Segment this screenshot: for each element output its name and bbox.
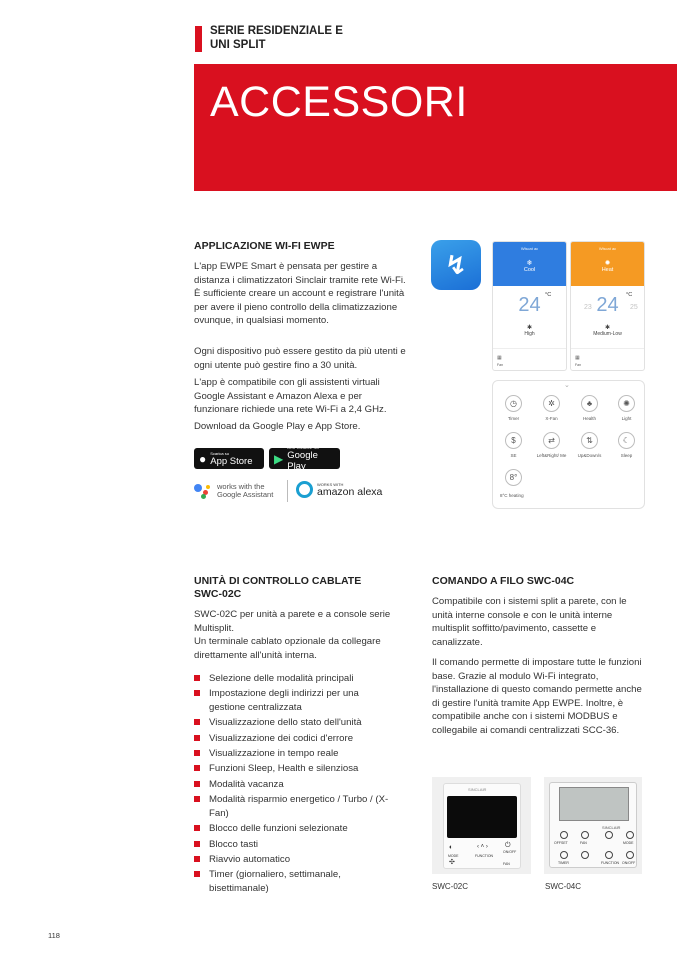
- google-play-small: DISPONIBILE SU: [287, 445, 320, 450]
- series-line-2: UNI SPLIT: [210, 39, 266, 51]
- swc04c-image: [544, 777, 642, 874]
- mode-key-label: MODE: [448, 854, 459, 858]
- ewpe-app-icon: ↯: [431, 240, 481, 290]
- divider: [493, 348, 566, 349]
- app-store-small: Scarica su: [210, 450, 229, 456]
- swc02c-device: [443, 783, 521, 869]
- nav-pad-icon[interactable]: ‹ ˄ ›: [477, 844, 488, 850]
- swc02c-heading-line-1: UNITÀ DI CONTROLLO CABLATE: [194, 575, 362, 587]
- fan-key-icon[interactable]: ✣: [449, 859, 455, 866]
- title-banner: [194, 64, 677, 191]
- heat-mode-header: [571, 242, 644, 286]
- list-item: Visualizzazione dello stato dell'unità: [194, 716, 394, 730]
- swc04c-device: [549, 782, 637, 868]
- power-icon[interactable]: ⏻: [505, 842, 511, 849]
- list-item: Modalità vacanza: [194, 778, 394, 792]
- mode-key[interactable]: [626, 831, 634, 839]
- function-key-label: FUNCTION: [475, 854, 494, 858]
- left-right-swing-button[interactable]: [533, 432, 570, 458]
- swc02c-lcd: [447, 796, 517, 838]
- phone-screen-heat: [570, 241, 645, 371]
- swing-horizontal-icon: ⇄: [543, 432, 560, 449]
- series-accent-bar: [195, 26, 202, 52]
- control-label: Sleep: [620, 453, 633, 458]
- swc02c-caption: SWC-02C: [432, 882, 469, 891]
- sleep-button[interactable]: [608, 432, 645, 458]
- list-item: Modalità risparmio energetico / Turbo / (X-Fan): [194, 793, 394, 820]
- power-key[interactable]: [626, 851, 634, 859]
- app-paragraph-4: Download da Google Play e App Store.: [194, 421, 361, 432]
- ga-line-2: Google Assistant: [217, 490, 274, 499]
- swc02c-image: [432, 777, 531, 874]
- function-key[interactable]: [605, 851, 613, 859]
- mode-icon[interactable]: ◐: [449, 844, 454, 851]
- swc04c-paragraph-1: Compatibile con i sistemi split a parete, con le unità interne console e con le unità interne multisplit soffitto/pavimento, cassette e canalizzate.: [432, 596, 627, 648]
- list-item: Funzioni Sleep, Health e silenziosa: [194, 762, 394, 776]
- grid-icon[interactable]: ▦: [575, 355, 580, 361]
- list-item: Selezione delle modalità principali: [194, 672, 394, 686]
- divider: [571, 348, 644, 349]
- temperature-down[interactable]: 23: [584, 304, 592, 311]
- light-button[interactable]: [608, 395, 645, 421]
- device-brand: SINCLAIR: [468, 787, 487, 792]
- swc02c-feature-list: [194, 672, 394, 897]
- page-number: 118: [48, 931, 60, 940]
- control-label: Left&Right/ Me: [536, 453, 567, 458]
- phone-status: Wlscat ac: [520, 246, 539, 251]
- phone-screen-cool: [492, 241, 567, 371]
- control-label: Timer: [507, 416, 520, 421]
- google-assistant-icon: [194, 483, 212, 499]
- logo-divider: [287, 480, 288, 502]
- swc02c-paragraph: SWC-02C per unità a parete e a console serie Multisplit.: [194, 609, 391, 634]
- swc04c-caption: SWC-04C: [545, 882, 582, 891]
- control-label: SE: [510, 453, 517, 458]
- timer-key-label: TIMER: [558, 861, 569, 865]
- light-icon: ✺: [618, 395, 635, 412]
- app-section-heading: APPLICAZIONE WI-FI EWPE: [194, 240, 335, 252]
- app-function-panel: [492, 380, 645, 509]
- function-key-label: FUNCTION: [601, 861, 620, 865]
- list-item: Timer (giornaliero, settimanale, bisettimanale): [194, 868, 394, 895]
- fan-key-label: FAN: [503, 862, 510, 866]
- temperature-value: 24: [518, 294, 541, 316]
- alexa-icon: [296, 481, 313, 498]
- swc02c-heading: [194, 575, 404, 601]
- alexa-big: amazon alexa: [317, 485, 383, 498]
- list-item: Blocco delle funzioni selezionate: [194, 822, 394, 836]
- offset-key-label: OFFSET: [554, 841, 568, 845]
- swc04c-lcd: [559, 787, 629, 821]
- se-button[interactable]: [495, 432, 532, 458]
- xfan-icon: ✲: [543, 395, 560, 412]
- fan-speed: High: [524, 331, 535, 337]
- swc02c-heading-line-2: SWC-02C: [194, 588, 242, 600]
- se-icon: $: [505, 432, 522, 449]
- onoff-key-label: ON/OFF: [503, 850, 517, 854]
- temperature-display: [571, 294, 644, 320]
- chevron-down-icon[interactable]: ⌄: [564, 382, 570, 389]
- list-item: Visualizzazione dei codici d'errore: [194, 732, 394, 746]
- series-line-1: SERIE RESIDENZIALE E: [210, 25, 343, 37]
- heating-8c-label: 8°C heating: [500, 493, 524, 498]
- control-label: X-Fan: [545, 416, 558, 421]
- swc02c-paragraph-2: Un terminale cablato opzionale da collegare direttamente all'unità interna.: [194, 636, 381, 661]
- swc04c-heading: COMANDO A FILO SWC-04C: [432, 575, 575, 587]
- control-label: Health: [582, 416, 596, 421]
- control-label: Light: [621, 416, 632, 421]
- up-down-swing-button[interactable]: [571, 432, 608, 458]
- sun-icon: ✹: [604, 260, 611, 267]
- app-paragraph-3: L'app è compatibile con gli assistenti virtuali Google Assistant e Amazon Alexa e per funzionare richiede una rete Wi-Fi a 2,4 GHz.: [194, 377, 387, 415]
- alexa-logo: [296, 481, 382, 498]
- fan-icon: ✱: [526, 325, 533, 331]
- series-label: [210, 24, 410, 52]
- up-key[interactable]: [605, 831, 613, 839]
- page-title: ACCESSORI: [210, 78, 468, 126]
- alexa-small: WORKS WITH: [317, 481, 344, 487]
- list-item: Blocco tasti: [194, 838, 394, 852]
- temperature-up[interactable]: 25: [630, 304, 638, 311]
- offset-key[interactable]: [560, 831, 568, 839]
- fan-speed: Medium-Low: [593, 331, 622, 337]
- temperature-unit: °C: [626, 292, 633, 298]
- list-item: Impostazione degli indirizzi per una gestione centralizzata: [194, 687, 394, 714]
- temperature-unit: °C: [545, 292, 552, 298]
- google-play-badge[interactable]: [269, 445, 340, 472]
- health-button[interactable]: [571, 395, 608, 421]
- control-label: Up&Down/s: [577, 453, 602, 458]
- sleep-icon: ☾: [618, 432, 635, 449]
- health-icon: ♣: [581, 395, 598, 412]
- google-play-big: Google Play: [287, 450, 318, 472]
- temperature-display: [493, 294, 566, 320]
- fan-tool-label: Fan: [575, 363, 582, 367]
- fan-key-label: FAN: [580, 841, 587, 845]
- heating-8c-button[interactable]: [495, 469, 532, 486]
- down-key[interactable]: [581, 851, 589, 859]
- phone-status: Wlscat ac: [598, 246, 617, 251]
- grid-icon[interactable]: ▦: [497, 355, 502, 361]
- app-store-big: App Store: [210, 455, 253, 467]
- mode-key-label: MODE: [623, 841, 634, 845]
- snowflake-icon: ❄: [526, 260, 533, 267]
- timer-key[interactable]: [560, 851, 568, 859]
- ga-line-1: works with the: [217, 482, 265, 491]
- fan-icon: ✱: [604, 325, 611, 331]
- list-item: Riavvio automatico: [194, 853, 394, 867]
- device-brand: SINCLAIR: [602, 825, 621, 830]
- temperature-value: 24: [596, 294, 619, 316]
- swc04c-paragraph-2: Il comando permette di impostare tutte le funzioni base. Grazie al modulo Wi-Fi integrato, l'installazione di questo comando permette anche di gestire l'unità tramite App EWPE. Inoltre, è compatibile anche con i sistemi MODBUS e collegabile ai comandi centralizzati SCC-36.: [432, 657, 642, 736]
- cool-mode-header: [493, 242, 566, 286]
- mode-label: Cool: [523, 267, 536, 273]
- list-item: Visualizzazione in tempo reale: [194, 747, 394, 761]
- xfan-button[interactable]: [533, 395, 570, 421]
- app-store-badge[interactable]: [194, 448, 264, 469]
- timer-icon: ◷: [505, 395, 522, 412]
- apple-icon: ●: [199, 451, 207, 466]
- timer-button[interactable]: [495, 395, 532, 421]
- fan-key[interactable]: [581, 831, 589, 839]
- play-icon: ▶: [274, 451, 284, 466]
- swing-vertical-icon: ⇅: [581, 432, 598, 449]
- app-paragraph-2: Ogni dispositivo può essere gestito da più utenti e ogni utente può gestire fino a 30 unità.: [194, 346, 406, 371]
- onoff-key-label: ON/OFF: [622, 861, 636, 865]
- app-paragraph-1: L'app EWPE Smart è pensata per gestire a distanza i climatizzatori Sinclair tramite rete Wi-Fi. È sufficiente creare un account e registrare l'unità per avere il pieno controllo della climatizzazione ovunque, in qualsiasi momento.: [194, 261, 406, 326]
- google-assistant-logo: [194, 481, 273, 501]
- heating-8c-icon: 8°: [505, 469, 522, 486]
- fan-tool-label: Fan: [497, 363, 504, 367]
- mode-label: Heat: [601, 267, 614, 273]
